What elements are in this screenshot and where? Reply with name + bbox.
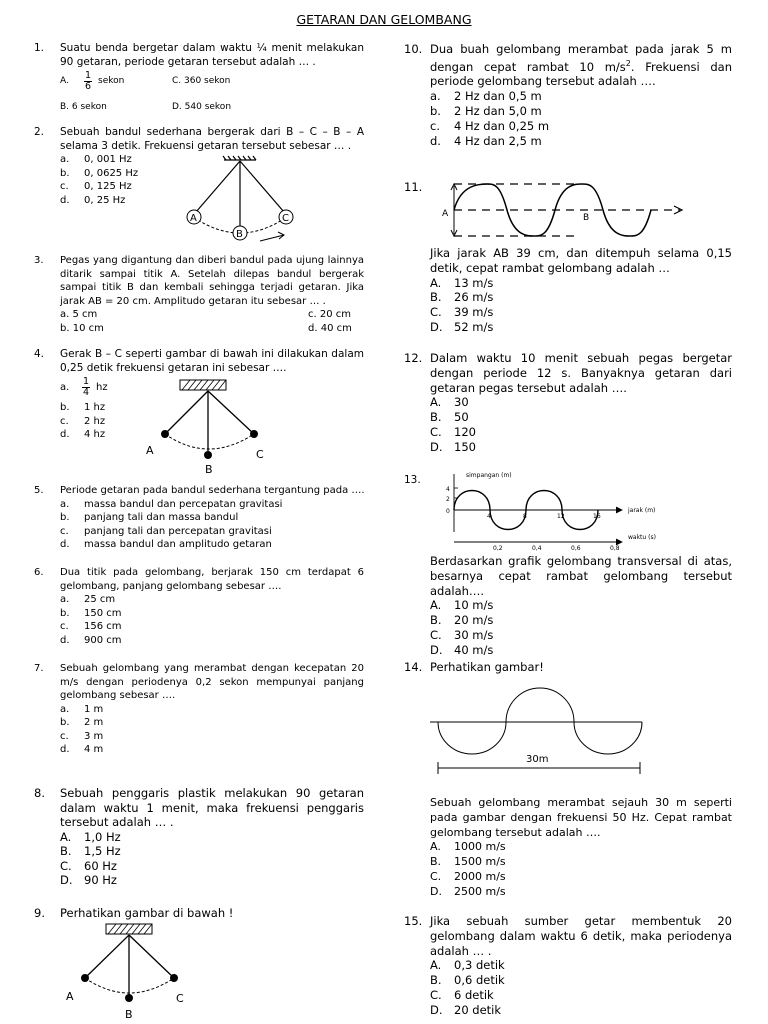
option-d[interactable]: d. 40 cm bbox=[308, 322, 352, 334]
option-b[interactable]: b. 0, 0625 Hz bbox=[60, 167, 139, 179]
question-13-number: 13. bbox=[404, 474, 421, 486]
question-number: 10. bbox=[404, 42, 423, 56]
question-9 bbox=[34, 906, 364, 921]
question-10 bbox=[404, 42, 732, 148]
question-text: Dua titik pada gelombang, berjarak 150 cm terdapat 6 gelombang, panjang gelombang sebesar …. bbox=[60, 567, 364, 592]
option-b[interactable]: b. 150 cm bbox=[60, 607, 122, 619]
question-13 bbox=[404, 554, 732, 658]
option-d[interactable]: d. 4 Hz dan 2,5 m bbox=[430, 133, 542, 148]
option-c[interactable]: c. 2 hz bbox=[60, 415, 106, 427]
option-c[interactable]: c. 3 m bbox=[60, 730, 104, 742]
label-c: C bbox=[176, 992, 184, 1005]
question-1 bbox=[34, 42, 364, 115]
wave-figure-q11 bbox=[430, 174, 690, 246]
question-number: 14. bbox=[404, 660, 423, 674]
label-a: A bbox=[66, 990, 74, 1003]
question-text: Sebuah gelombang yang merambat dengan kecepatan 20 m/s dengan periodenya 0,2 sekon mempunyai panjang gelombang sebesar …. bbox=[60, 663, 364, 701]
question-14-title: 14. Perhatikan gambar! bbox=[404, 660, 544, 674]
pendulum-figure-q4 bbox=[140, 378, 270, 476]
option-a[interactable]: A. 1,0 Hz bbox=[60, 829, 121, 844]
tick-t-08: 0,8 bbox=[610, 545, 620, 552]
question-text: Pegas yang digantung dan diberi bandul pada ujung lainnya ditarik sampai titik A. Setelah dilepas bandul bergerak sampai titik B dan kembali sehingga terjadi getaran. Jika jarak AB = 20 cm. Amplitudo getaran itu sebesar … . bbox=[60, 255, 364, 307]
question-5 bbox=[34, 484, 374, 552]
label-c: C bbox=[282, 213, 289, 224]
question-6 bbox=[34, 566, 364, 647]
option-d[interactable]: D. 150 bbox=[430, 439, 476, 454]
option-c[interactable]: c. panjang tali dan percepatan gravitasi bbox=[60, 525, 272, 537]
label-b: B bbox=[205, 463, 213, 476]
question-number: 4. bbox=[34, 348, 45, 360]
option-c[interactable]: c. 4 Hz dan 0,25 m bbox=[430, 118, 550, 133]
length-label: 30m bbox=[526, 754, 549, 765]
option-b[interactable]: B. 50 bbox=[430, 410, 469, 425]
question-text: Berdasarkan grafik gelombang transversal di atas, besarnya cepat rambat gelombang tersebut adalah…. bbox=[430, 554, 732, 598]
tick-y-4: 4 bbox=[446, 486, 450, 493]
option-a[interactable]: a. 0, 001 Hz bbox=[60, 154, 132, 165]
tick-t-06: 0,6 bbox=[571, 545, 581, 552]
question-text: Suatu benda bergetar dalam waktu ¼ menit melakukan 90 getaran, periode getaran tersebut adalah … . bbox=[60, 42, 364, 68]
option-b[interactable]: b. 2 m bbox=[60, 717, 104, 728]
fraction: $\frac{1}{4}$ bbox=[83, 376, 90, 398]
tick-t-04: 0,4 bbox=[532, 545, 542, 552]
question-text: Jika sebuah sumber getar membentuk 20 gelombang dalam waktu 6 detik, maka periodenya adalah … . bbox=[430, 914, 732, 958]
option-a[interactable]: a. 1 m bbox=[60, 703, 104, 715]
option-d[interactable]: D. 2500 m/s bbox=[430, 884, 506, 898]
option-c[interactable]: C. 30 m/s bbox=[430, 627, 494, 642]
option-c[interactable]: C. 2000 m/s bbox=[430, 869, 506, 883]
option-a[interactable]: A. 10 m/s bbox=[430, 598, 494, 613]
option-d[interactable]: D. 90 Hz bbox=[60, 873, 117, 887]
page-title: GETARAN DAN GELOMBANG bbox=[296, 12, 472, 27]
option-b[interactable]: B. 26 m/s bbox=[430, 290, 494, 305]
option-b[interactable]: B. 6 sekon bbox=[60, 102, 107, 112]
question-11-number: 11. bbox=[404, 180, 423, 194]
question-number: 6. bbox=[34, 567, 44, 578]
option-c[interactable]: C. 60 Hz bbox=[60, 858, 117, 873]
option-c[interactable]: C. 6 detik bbox=[430, 987, 494, 1002]
option-c[interactable]: C. 39 m/s bbox=[430, 305, 494, 320]
question-text: Sebuah gelombang merambat sejauh 30 m seperti pada gambar dengan frekuensi 50 Hz. Cepat rambat gelombang tersebut adalah …. bbox=[430, 796, 732, 839]
tick-x-12: 12 bbox=[557, 513, 565, 520]
question-text: Jika jarak AB 39 cm, dan ditempuh selama 0,15 detik, cepat rambat gelombang adalah … bbox=[430, 246, 732, 275]
option-b[interactable]: b. 2 Hz dan 5,0 m bbox=[430, 104, 542, 119]
question-text: Dalam waktu 10 menit sebuah pegas bergetar dengan periode 12 s. Banyaknya getaran dari getaran pegas tersebut adalah …. bbox=[430, 351, 732, 395]
question-number: 5. bbox=[34, 485, 44, 496]
option-b[interactable]: b. 1 hz bbox=[60, 402, 106, 413]
option-b[interactable]: B. 1,5 Hz bbox=[60, 844, 121, 858]
option-b[interactable]: B. 1500 m/s bbox=[430, 855, 506, 869]
option-d[interactable]: d. 4 hz bbox=[60, 429, 106, 440]
wave-figure-q14 bbox=[424, 686, 648, 782]
question-text: Gerak B – C seperti gambar di bawah ini dilakukan dalam 0,25 detik frekuensi getaran ini sebesar …. bbox=[60, 348, 364, 374]
tick-x-16: 16 bbox=[593, 513, 601, 520]
tick-x-8: 8 bbox=[523, 513, 527, 520]
question-number: 1. bbox=[34, 42, 45, 54]
option-d[interactable]: D. 540 sekon bbox=[172, 102, 232, 112]
option-c[interactable]: C. 120 bbox=[430, 424, 476, 439]
label-b: B bbox=[236, 229, 243, 240]
option-a[interactable]: a. 2 Hz dan 0,5 m bbox=[430, 89, 542, 104]
question-number: 8. bbox=[34, 786, 45, 800]
option-d[interactable]: D. 40 m/s bbox=[430, 642, 494, 657]
option-d[interactable]: d. massa bandul dan amplitudo getaran bbox=[60, 539, 272, 550]
question-number: 2. bbox=[34, 126, 45, 138]
option-a[interactable]: a. 5 cm bbox=[60, 309, 98, 320]
option-c[interactable]: c. 0, 125 Hz bbox=[60, 181, 132, 192]
option-b[interactable]: b. panjang tali dan massa bandul bbox=[60, 512, 239, 523]
option-b[interactable]: B. 0,6 detik bbox=[430, 973, 505, 988]
question-11 bbox=[404, 246, 732, 335]
label-a: A bbox=[146, 444, 154, 457]
option-d[interactable]: d. 4 m bbox=[60, 744, 104, 755]
x-axis-label: jarak (m) bbox=[628, 507, 656, 514]
question-8 bbox=[34, 786, 364, 888]
option-d[interactable]: D. 52 m/s bbox=[430, 319, 494, 334]
y-axis-label: simpangan (m) bbox=[466, 472, 512, 479]
option-c[interactable]: c. 20 cm bbox=[308, 309, 351, 320]
question-text: Sebuah penggaris plastik melakukan 90 getaran dalam waktu 1 menit, maka frekuensi penggaris tersebut adalah … . bbox=[60, 786, 364, 829]
option-a[interactable]: a. $\frac{1}{4}$ hz bbox=[60, 376, 108, 398]
tick-x-4: 4 bbox=[487, 513, 491, 520]
option-d[interactable]: d. 0, 25 Hz bbox=[60, 194, 126, 206]
option-a[interactable]: a. massa bandul dan percepatan gravitasi bbox=[60, 498, 283, 510]
wave-graph-q13 bbox=[440, 470, 680, 554]
question-number: 9. bbox=[34, 906, 45, 920]
question-number: 12. bbox=[404, 351, 423, 365]
label-a: A bbox=[442, 209, 449, 219]
option-b[interactable]: B. 20 m/s bbox=[430, 613, 494, 628]
question-text: Periode getaran pada bandul sederhana tergantung pada …. bbox=[60, 485, 365, 496]
question-text: Dua buah gelombang merambat pada jarak 5 m dengan cepat rambat 10 $m/s^2$. Frekuensi dan periode gelombang tersebut adalah …. bbox=[430, 42, 733, 89]
option-b[interactable]: b. 10 cm bbox=[60, 322, 104, 334]
option-a[interactable]: A. 0,3 detik bbox=[430, 958, 505, 973]
pendulum-figure-q2 bbox=[178, 154, 308, 250]
question-number: 7. bbox=[34, 663, 44, 674]
question-number: 15. bbox=[404, 914, 423, 928]
tick-t-02: 0,2 bbox=[493, 545, 503, 552]
label-b: B bbox=[125, 1008, 133, 1021]
fraction: $\frac{1}{6}$ bbox=[85, 70, 92, 92]
option-c[interactable]: C. 360 sekon bbox=[172, 75, 231, 86]
option-a[interactable]: A. 13 m/s bbox=[430, 275, 494, 290]
option-c[interactable]: c. 156 cm bbox=[60, 621, 122, 632]
tick-y-2: 2 bbox=[446, 496, 450, 503]
question-number: 3. bbox=[34, 255, 44, 266]
tick-y-0: 0 bbox=[446, 508, 450, 515]
question-12 bbox=[404, 351, 732, 455]
question-text: Perhatikan gambar di bawah ! bbox=[60, 906, 234, 920]
pendulum-figure-q9 bbox=[60, 922, 200, 1022]
question-15 bbox=[404, 914, 732, 1018]
question-text: Sebuah bandul sederhana bergerak dari B – C – B – A selama 3 detik. Frekuensi getaran tersebut sebesar … . bbox=[60, 126, 364, 152]
label-c: C bbox=[256, 448, 264, 461]
option-a[interactable]: A. 30 bbox=[430, 395, 469, 410]
option-d[interactable]: d. 900 cm bbox=[60, 634, 122, 646]
option-a[interactable]: A. $\frac{1}{6}$ sekon bbox=[60, 70, 125, 92]
option-a[interactable]: a. 25 cm bbox=[60, 594, 116, 605]
question-7 bbox=[34, 662, 364, 757]
label-b: B bbox=[583, 213, 590, 223]
question-14 bbox=[404, 796, 732, 900]
option-a[interactable]: A. 1000 m/s bbox=[430, 840, 506, 854]
label-a: A bbox=[190, 213, 197, 224]
option-d[interactable]: D. 20 detik bbox=[430, 1002, 502, 1017]
t-axis-label: waktu (s) bbox=[628, 534, 656, 541]
question-3 bbox=[34, 254, 364, 335]
